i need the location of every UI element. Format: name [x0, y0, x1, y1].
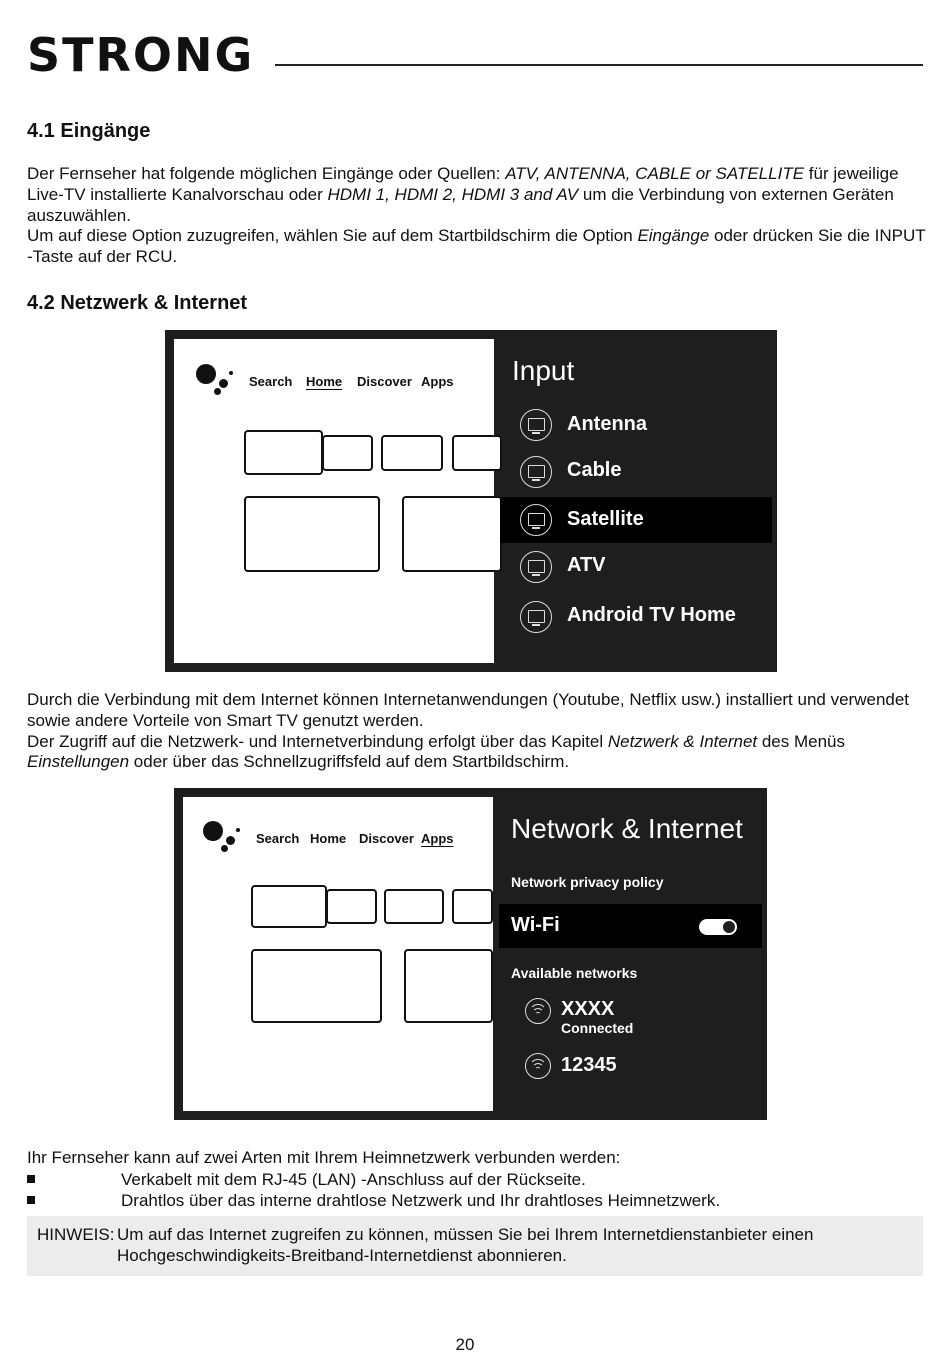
input-item-atv: ATV [500, 545, 772, 589]
input-item-antenna: Antenna [500, 403, 772, 447]
wifi-icon [525, 998, 551, 1024]
nav-home: Home [310, 831, 347, 846]
input-screen-illustration [165, 330, 777, 672]
brand-logo: STRONG [27, 28, 255, 82]
tile [384, 889, 444, 924]
nav-apps: Apps [421, 374, 454, 389]
input-panel-title: Input [512, 355, 575, 386]
nav-discover: Discover [357, 374, 412, 389]
network-name: XXXX [561, 998, 615, 1020]
tile [251, 949, 382, 1023]
connection-intro: Ihr Fernseher kann auf zwei Arten mit Ihrem Heimnetzwerk verbunden werden: [27, 1148, 621, 1167]
home-screen-mock [174, 339, 494, 663]
inputs-description: Der Fernseher hat folgende möglichen Eingänge oder Quellen: ATV, ANTENNA, CABLE or SATELLITE für jeweilige Live-TV installierte Kanalvorschau oder HDMI 1, HDMI 2, HDMI 3 and AV um die Verbindung von externen Geräten auszuwählen. Um auf diese Option zuzugreifen, wählen Sie auf dem Startbildschirm die Option Eingänge oder drücken Sie die INPUT -Taste auf der RCU. [27, 164, 926, 267]
assistant-icon [196, 364, 216, 384]
header-rule [275, 64, 923, 66]
tile [322, 435, 373, 471]
page-number: 20 [455, 1335, 475, 1354]
tv-icon [520, 551, 552, 583]
nav-home: Home [306, 374, 343, 389]
tile [381, 435, 443, 471]
tv-icon [520, 456, 552, 488]
input-item-cable: Cable [500, 450, 772, 494]
wifi-row [499, 904, 762, 948]
network-description: Durch die Verbindung mit dem Internet können Internetanwendungen (Youtube, Netflix usw.) installiert und verwendet sowie andere Vorteile von Smart TV genutzt werden. Der Zugriff auf die Netzwerk- und Internetverbindung erfolgt über das Kapitel Netzwerk & Internet des Menüs Einstellungen oder über das Schnellzugriffsfeld auf dem Startbildschirm. [27, 690, 910, 772]
network-name: 12345 [561, 1054, 617, 1076]
input-item-satellite: Satellite [500, 497, 772, 543]
wifi-label: Wi-Fi [511, 914, 560, 936]
tile [452, 435, 502, 471]
nav-apps: Apps [421, 831, 454, 846]
input-item-android-tv-home: Android TV Home [500, 595, 772, 639]
tv-icon [520, 601, 552, 633]
wifi-toggle [699, 919, 737, 935]
section-title-network: 4.2 Netzwerk & Internet [27, 292, 248, 314]
privacy-policy-item: Network privacy policy [511, 874, 664, 890]
note-text: Um auf das Internet zugreifen zu können, müssen Sie bei Ihrem Internetdienstanbieter einen Hochgeschwindigkeits-Breitband-Internetdienst abonnieren. [117, 1225, 814, 1265]
tile [251, 885, 327, 928]
note-label: HINWEIS: [37, 1225, 115, 1244]
tv-icon [520, 409, 552, 441]
tile [244, 496, 380, 572]
tile [326, 889, 377, 924]
tile [404, 949, 493, 1023]
nav-discover: Discover [359, 831, 414, 846]
network-panel-title: Network & Internet [511, 813, 743, 844]
assistant-icon [203, 821, 223, 841]
note-box [27, 1216, 923, 1276]
wifi-icon [525, 1053, 551, 1079]
available-networks-heading: Available networks [511, 965, 638, 981]
network-status: Connected [561, 1020, 634, 1036]
tv-icon [520, 504, 552, 536]
section-title-inputs: 4.1 Eingänge [27, 120, 151, 142]
tile [402, 496, 502, 572]
home-screen-mock [183, 797, 493, 1111]
nav-search: Search [256, 831, 300, 846]
tile [452, 889, 493, 924]
network-screen-illustration [174, 788, 767, 1120]
tile [244, 430, 323, 475]
nav-search: Search [249, 374, 293, 389]
